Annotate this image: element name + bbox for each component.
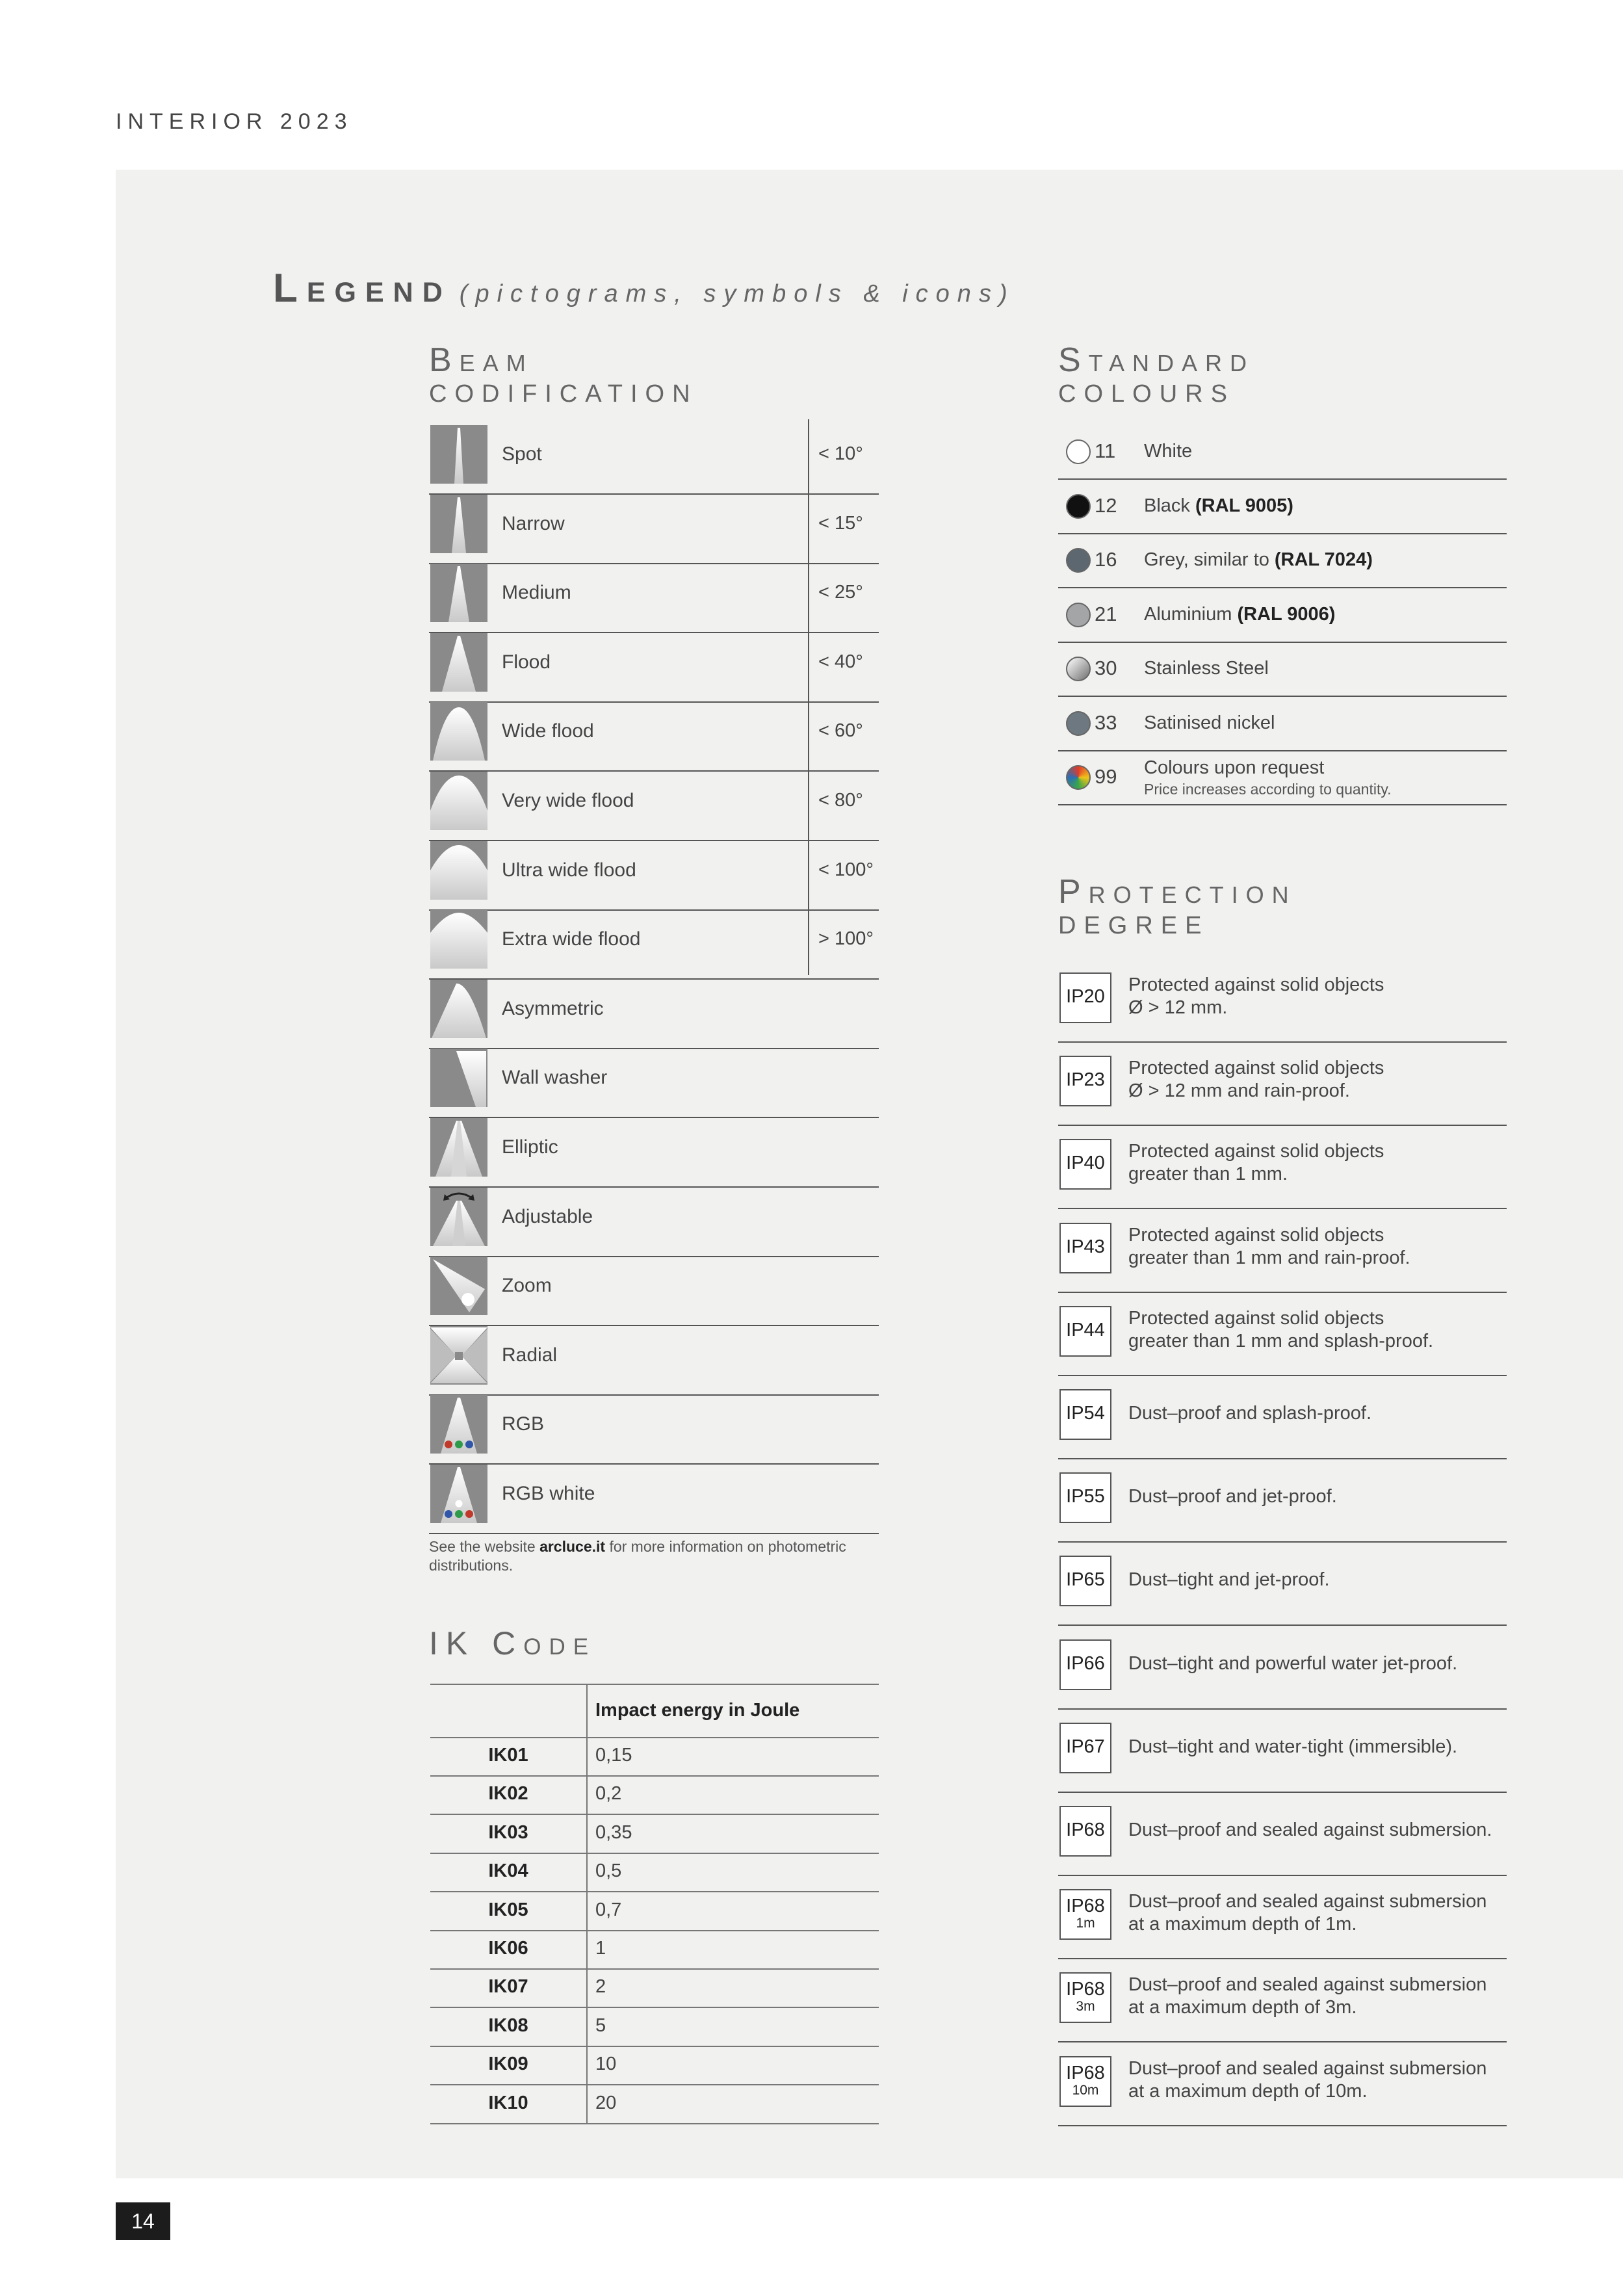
- colour-code: 33: [1095, 711, 1117, 734]
- narrow-beam-icon: [430, 495, 487, 553]
- ik-row: [430, 1816, 879, 1854]
- beam-column-divider: [808, 766, 809, 837]
- ip-description-line: at a maximum depth of 10m.: [1128, 2080, 1368, 2102]
- ip-description: [1128, 1736, 1505, 1758]
- beam-column-divider: [808, 696, 809, 767]
- ip-description-line: Dust–proof and jet-proof.: [1128, 1486, 1337, 1507]
- colour-name: [1144, 441, 1192, 462]
- colour-name: [1144, 658, 1269, 679]
- ip-code: IP40: [1066, 1153, 1105, 1174]
- colour-swatch-icon: [1066, 603, 1091, 627]
- ip-description-line: Dust–tight and jet-proof.: [1128, 1569, 1330, 1591]
- protection-row: [1058, 1543, 1507, 1626]
- protection-section-title: [1058, 875, 1297, 943]
- ip-code: IP20: [1066, 986, 1105, 1007]
- beam-angle: > 100°: [818, 928, 874, 950]
- beam-angle: < 10°: [818, 443, 863, 464]
- beam-name: Adjustable: [502, 1205, 593, 1227]
- ik-row: [430, 1738, 879, 1777]
- colour-name: [1144, 712, 1275, 734]
- elliptic-beam-icon: [430, 1118, 487, 1177]
- ip-description: [1128, 1402, 1505, 1425]
- ip-rating-badge: [1059, 1056, 1111, 1106]
- ip-description: [1128, 1140, 1505, 1186]
- ip-depth: 3m: [1076, 1999, 1095, 2015]
- colour-name-text: Grey, similar to: [1144, 549, 1275, 570]
- beam-name: Narrow: [502, 512, 565, 534]
- ik-row: [430, 1854, 879, 1892]
- ip-code: IP54: [1066, 1403, 1105, 1424]
- legend-subtitle: (pictograms, symbols & icons): [459, 280, 1015, 307]
- colour-code: 21: [1095, 602, 1117, 625]
- ip-code: IP44: [1066, 1319, 1105, 1340]
- beam-row: [429, 1465, 879, 1534]
- ip-rating-badge: [1059, 1723, 1111, 1773]
- beam-row: [429, 1188, 879, 1257]
- ip-code: IP67: [1066, 1736, 1105, 1757]
- ik-value: 0,7: [595, 1899, 622, 1920]
- ik-value: 0,35: [595, 1821, 632, 1843]
- flood-beam-icon: [430, 633, 487, 692]
- ip-description: [1128, 1307, 1505, 1353]
- protection-title-line2: DEGREE: [1058, 912, 1210, 939]
- colour-name: Colours upon request: [1144, 757, 1325, 778]
- beam-row: [429, 772, 879, 841]
- beam-name: RGB: [502, 1413, 545, 1435]
- ip-description-line: Dust–proof and sealed against submersion.: [1128, 1820, 1492, 1840]
- beam-row: [429, 425, 879, 495]
- beam-name: Very wide flood: [502, 790, 634, 811]
- protection-row: [1058, 959, 1507, 1043]
- beam-column-divider: [808, 627, 809, 698]
- legend-title-main: Legend: [273, 266, 452, 311]
- ik-row: [430, 1777, 879, 1815]
- ip-description: [1128, 1890, 1505, 1936]
- ik-row: [430, 2047, 879, 2085]
- colour-name-text: White: [1144, 441, 1193, 462]
- ip-description: [1128, 1652, 1505, 1675]
- ip-description-line: Ø > 12 mm and rain-proof.: [1128, 1080, 1350, 1102]
- beam-angle: < 80°: [818, 790, 863, 811]
- colour-code: 12: [1095, 493, 1117, 517]
- beam-column-divider: [808, 419, 809, 490]
- ip-description: [1128, 2057, 1505, 2103]
- beam-angle: < 40°: [818, 651, 863, 672]
- ik-code: IK02: [488, 1783, 528, 1805]
- protection-row: [1058, 1710, 1507, 1793]
- beam-column-divider: [808, 904, 809, 975]
- ip-code: IP68: [1066, 2062, 1105, 2083]
- ik-code: IK05: [488, 1899, 528, 1920]
- ik-title: IK Code: [429, 1625, 597, 1662]
- colour-row: [1058, 588, 1507, 643]
- ik-value: 20: [595, 2092, 617, 2113]
- beam-row: [429, 1257, 879, 1326]
- beam-angle: < 25°: [818, 582, 863, 603]
- ik-value: 0,15: [595, 1745, 632, 1766]
- ip-description: [1128, 1057, 1505, 1102]
- ip-description-line: at a maximum depth of 1m.: [1128, 1914, 1357, 1935]
- beam-column-divider: [808, 489, 809, 560]
- colour-swatch-icon: [1066, 657, 1091, 681]
- website-link[interactable]: arcluce.it: [539, 1538, 606, 1555]
- adjustable-beam-icon: [430, 1188, 487, 1246]
- colour-swatch-icon: [1066, 439, 1091, 464]
- colour-row: [1058, 425, 1507, 480]
- beam-row: [429, 980, 879, 1049]
- colour-row: [1058, 751, 1507, 805]
- ultra-wide-flood-beam-icon: [430, 841, 487, 900]
- ik-value: 10: [595, 2054, 617, 2075]
- ip-description-line: Dust–proof and sealed against submersion: [1128, 2057, 1487, 2079]
- ip-code: IP55: [1066, 1486, 1105, 1507]
- ik-value: 2: [595, 1976, 606, 1998]
- ip-code: IP68: [1066, 1896, 1105, 1917]
- beam-row: [429, 1049, 879, 1118]
- ral-code: (RAL 9006): [1237, 603, 1336, 625]
- beam-angle: < 60°: [818, 720, 863, 742]
- ik-code: IK10: [488, 2092, 528, 2113]
- beam-name: Extra wide flood: [502, 928, 641, 950]
- ik-row: [430, 2086, 879, 2124]
- beam-note-text: See the website: [429, 1538, 540, 1555]
- colour-code: 16: [1095, 548, 1117, 571]
- ip-description-line: Dust–tight and water-tight (immersible).: [1128, 1736, 1458, 1757]
- ip-description: [1128, 1819, 1505, 1842]
- colour-row: [1058, 534, 1507, 588]
- beam-name: Radial: [502, 1344, 558, 1366]
- beam-name: Zoom: [502, 1275, 552, 1297]
- protection-row: [1058, 1126, 1507, 1209]
- beam-column-divider: [808, 835, 809, 906]
- ip-rating-badge: [1059, 1472, 1111, 1523]
- ral-code: (RAL 7024): [1274, 549, 1373, 570]
- beam-title-line1: Beam: [429, 341, 534, 379]
- ip-rating-badge: [1059, 1556, 1111, 1606]
- ip-rating-badge: [1059, 972, 1111, 1023]
- colours-title-line1: Standard: [1058, 341, 1255, 379]
- protection-row: [1058, 1793, 1507, 1876]
- beam-row: [429, 841, 879, 911]
- ip-description-line: greater than 1 mm.: [1128, 1164, 1288, 1185]
- ip-description: [1128, 1485, 1505, 1508]
- protection-row: [1058, 2043, 1507, 2126]
- ip-code: IP65: [1066, 1569, 1105, 1591]
- ik-code: IK06: [488, 1938, 528, 1959]
- ip-rating-badge: [1059, 1889, 1111, 1940]
- beam-note: [429, 1537, 879, 1575]
- beam-name: RGB white: [502, 1483, 595, 1504]
- colour-swatch-icon: [1066, 548, 1091, 573]
- ip-rating-badge: [1059, 1806, 1111, 1857]
- beam-title-line2: CODIFICATION: [429, 380, 698, 408]
- ip-depth: 10m: [1072, 2082, 1099, 2098]
- beam-name: Medium: [502, 582, 571, 604]
- beam-row: [429, 702, 879, 772]
- ik-code: IK04: [488, 1860, 528, 1882]
- ip-rating-badge: [1059, 1389, 1111, 1440]
- ip-description-line: at a maximum depth of 3m.: [1128, 1997, 1357, 2018]
- ik-code: IK08: [488, 2015, 528, 2036]
- extra-wide-flood-beam-icon: [430, 910, 487, 969]
- beam-angle: < 15°: [818, 512, 863, 534]
- beam-row: [429, 495, 879, 564]
- colour-code: 30: [1095, 657, 1117, 679]
- beam-column-divider: [808, 558, 809, 629]
- colour-code: 11: [1095, 439, 1116, 462]
- beam-angle: < 100°: [818, 859, 874, 880]
- ik-value: 1: [595, 1938, 606, 1959]
- beam-row: [429, 1326, 879, 1396]
- ip-description: [1128, 1224, 1505, 1270]
- ip-description-line: Dust–tight and powerful water jet-proof.: [1128, 1652, 1458, 1674]
- ik-section-title: [429, 1626, 596, 1660]
- rgb-beam-icon: [430, 1395, 487, 1454]
- colour-note: Price increases according to quantity.: [1144, 781, 1392, 798]
- ik-value: 0,5: [595, 1860, 622, 1882]
- ip-description-line: Protected against solid objects: [1128, 1224, 1384, 1246]
- ip-rating-badge: [1059, 1639, 1111, 1690]
- rgb-white-beam-icon: [430, 1465, 487, 1523]
- ip-description-line: greater than 1 mm and splash-proof.: [1128, 1330, 1434, 1351]
- ip-description-line: Dust–proof and sealed against submersion: [1128, 1974, 1487, 1996]
- ip-description-line: Dust–proof and sealed against submersion: [1128, 1891, 1487, 1912]
- colours-section-title: [1058, 343, 1254, 411]
- beam-name: Ultra wide flood: [502, 859, 636, 881]
- ik-row: [430, 2009, 879, 2047]
- ip-rating-badge: [1059, 1306, 1111, 1357]
- radial-beam-icon: [430, 1326, 487, 1385]
- ip-description-line: Dust–proof and splash-proof.: [1128, 1403, 1371, 1424]
- ik-table-top-rule: [430, 1684, 879, 1685]
- beam-name: Flood: [502, 651, 551, 673]
- zoom-beam-icon: [430, 1257, 487, 1315]
- beam-row: [429, 910, 879, 980]
- colour-name-text: Stainless Steel: [1144, 658, 1269, 679]
- colour-row: [1058, 480, 1507, 534]
- ip-description-line: Ø > 12 mm.: [1128, 997, 1228, 1018]
- colour-code: 99: [1095, 765, 1117, 788]
- beam-name: Spot: [502, 443, 542, 465]
- ik-header: Impact energy in Joule: [595, 1700, 800, 1721]
- colour-name: [1144, 549, 1373, 571]
- ip-depth: 1m: [1076, 1916, 1095, 1931]
- ik-code: IK03: [488, 1821, 528, 1843]
- wall-washer-beam-icon: [430, 1049, 487, 1107]
- protection-title-line1: Protection: [1058, 873, 1297, 911]
- colour-name-text: Aluminium: [1144, 603, 1238, 625]
- colour-row: [1058, 642, 1507, 697]
- protection-row: [1058, 1626, 1507, 1710]
- ip-code: IP66: [1066, 1652, 1105, 1674]
- ral-code: (RAL 9005): [1195, 495, 1293, 516]
- ik-value: 0,2: [595, 1783, 622, 1805]
- colour-name-text: Black: [1144, 495, 1195, 516]
- beam-name: Asymmetric: [502, 997, 604, 1019]
- ip-code: IP68: [1066, 1979, 1105, 2000]
- ip-description-line: Protected against solid objects: [1128, 1141, 1384, 1162]
- ik-row: [430, 1893, 879, 1931]
- medium-beam-icon: [430, 564, 487, 622]
- ip-code: IP23: [1066, 1069, 1105, 1091]
- very-wide-flood-beam-icon: [430, 772, 487, 830]
- ik-row: [430, 1970, 879, 2008]
- ip-rating-badge: [1059, 1972, 1111, 2023]
- beam-note-text-end: for more information on photometric distributions.: [429, 1538, 846, 1574]
- beam-section-title: [429, 343, 698, 411]
- beam-row: [429, 1118, 879, 1188]
- ip-description-line: Protected against solid objects: [1128, 974, 1384, 995]
- page-number: 14: [116, 2202, 170, 2240]
- ip-rating-badge: [1059, 1139, 1111, 1190]
- colour-swatch-icon: [1066, 711, 1091, 736]
- ip-description: [1128, 1569, 1505, 1591]
- ik-value: 5: [595, 2015, 606, 2036]
- catalog-header: INTERIOR 2023: [116, 109, 353, 134]
- ip-description: [1128, 974, 1505, 1019]
- ip-rating-badge: [1059, 2056, 1111, 2107]
- ip-code: IP43: [1066, 1236, 1105, 1257]
- ik-code: IK07: [488, 1976, 528, 1998]
- ip-code: IP68: [1066, 1820, 1105, 1840]
- colour-name: [1144, 604, 1335, 625]
- ik-row: [430, 1931, 879, 1970]
- ip-description-line: greater than 1 mm and rain-proof.: [1128, 1247, 1410, 1268]
- ip-description: [1128, 1974, 1505, 2019]
- protection-row: [1058, 1459, 1507, 1543]
- colours-title-line2: COLOURS: [1058, 380, 1235, 408]
- ip-description-line: Protected against solid objects: [1128, 1058, 1384, 1079]
- legend-title: [273, 265, 1015, 311]
- beam-row: [429, 633, 879, 703]
- colour-name: [1144, 495, 1293, 517]
- colour-swatch-icon: [1066, 765, 1091, 790]
- protection-row: [1058, 1210, 1507, 1293]
- wide-flood-beam-icon: [430, 702, 487, 761]
- protection-row: [1058, 1376, 1507, 1459]
- beam-row: [429, 1395, 879, 1465]
- protection-row: [1058, 1876, 1507, 1959]
- colour-swatch-icon: [1066, 494, 1091, 519]
- spot-beam-icon: [430, 425, 487, 484]
- protection-row: [1058, 1959, 1507, 2042]
- protection-row: [1058, 1043, 1507, 1126]
- ip-description-line: Protected against solid objects: [1128, 1307, 1384, 1329]
- protection-row: [1058, 1293, 1507, 1376]
- beam-name: Elliptic: [502, 1136, 558, 1158]
- ip-rating-badge: [1059, 1223, 1111, 1273]
- asymmetric-beam-icon: [430, 980, 487, 1038]
- beam-name: Wide flood: [502, 720, 594, 742]
- colour-row: [1058, 697, 1507, 751]
- colour-name-text: Satinised nickel: [1144, 712, 1275, 733]
- beam-name: Wall washer: [502, 1067, 608, 1089]
- beam-row: [429, 564, 879, 633]
- ik-code: IK09: [488, 2054, 528, 2075]
- ik-code: IK01: [488, 1745, 528, 1766]
